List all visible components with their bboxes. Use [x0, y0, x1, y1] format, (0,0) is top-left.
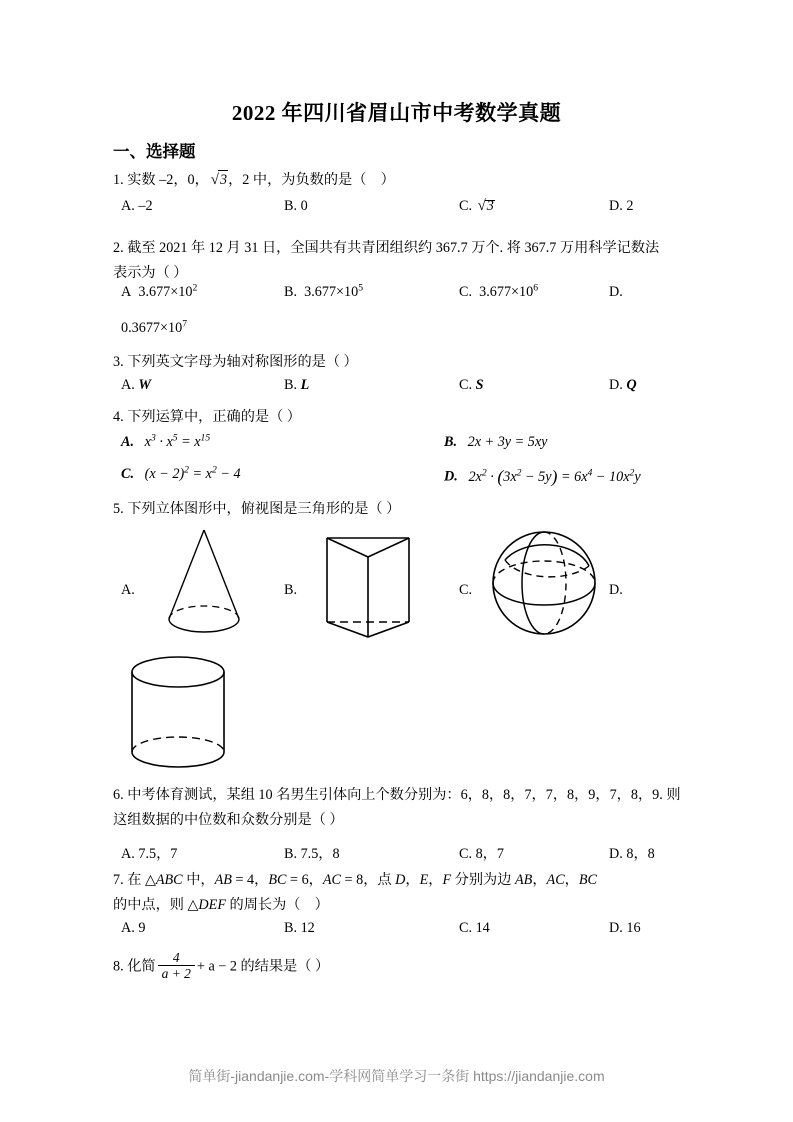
question-2-stem	[113, 236, 688, 286]
question-1-option-c[interactable]: C. √ 3	[459, 198, 494, 214]
question-2-stem-line1: 2. 截至 2021 年 12 月 31 日，全国共有共青团组织约 367.7 万个. 将 367.7 万用科学记数法	[113, 240, 660, 256]
question-2-option-d-value[interactable]: $0.3677\times 10^7$	[121, 318, 188, 336]
question-6-option-a[interactable]: A. 7.5，7	[121, 846, 178, 862]
question-7-stem-line1: 7. 在 △ABC 中，AB = 4，BC = 6，AC = 8，点 D，E，F 分别为边 AB，AC，BC	[113, 872, 598, 888]
question-8-stem	[113, 952, 688, 983]
question-2-options	[113, 284, 693, 308]
question-5-option-a-label[interactable]: A.	[121, 582, 135, 598]
question-6-stem	[113, 783, 688, 833]
question-5-option-b-label[interactable]: B.	[284, 582, 298, 598]
question-4-option-c-expr: $(x - 2)^2 = x^2 - 4$	[144, 464, 241, 482]
question-4-stem: 4. 下列运算中，正确的是（ ）	[113, 409, 301, 425]
question-3-option-b[interactable]: B. L	[284, 377, 310, 393]
question-2-stem-line2: 表示为（ ）	[113, 265, 188, 281]
question-6-option-b[interactable]: B. 7.5，8	[284, 846, 340, 862]
question-4-option-d-expr: $2x^2 \cdot (3x^2 - 5y) = 6x^4 - 10x^2y$	[468, 466, 641, 486]
sqrt-3-radical: √ 3	[477, 198, 494, 214]
question-6-option-c[interactable]: C. 8，7	[459, 846, 504, 862]
question-4-option-b[interactable]: B. 2x + 3y = 5xy	[444, 434, 548, 450]
question-1-option-d[interactable]: D. 2	[609, 198, 634, 214]
question-1-option-b[interactable]: B. 0	[284, 198, 308, 214]
question-3-option-c[interactable]: C. S	[459, 377, 484, 393]
question-6-option-d[interactable]: D. 8，8	[609, 846, 655, 862]
question-2-option-a[interactable]: A $3.677\times 10^2$	[121, 282, 198, 300]
question-3-option-d[interactable]: D. Q	[609, 377, 637, 393]
page-title: 2022 年四川省眉山市中考数学真题	[231, 101, 562, 125]
question-2-option-d-value-row	[113, 320, 693, 344]
cone-icon	[149, 524, 259, 642]
question-4-options-row1	[113, 434, 693, 458]
question-5-figures	[113, 520, 693, 645]
question-3-options	[113, 377, 693, 401]
question-1-number: 1.	[113, 172, 124, 188]
question-8-fraction: $\frac{4}{a + 2}$	[158, 951, 195, 982]
question-6-options	[113, 843, 693, 867]
question-7-stem	[113, 868, 688, 918]
question-8-suffix: + a − 2 的结果是（ ）	[196, 958, 330, 975]
question-4-option-a[interactable]: A. $x^3 \cdot x^5 = x^{15}$	[121, 432, 211, 450]
question-7-stem-line2: 的中点，则 △DEF 的周长为（ ）	[113, 897, 329, 913]
question-6-stem-line1: 6. 中考体育测试，某组 10 名男生引体向上个数分别为：6，8，8，7，7，8，9，7，8，9. 则	[113, 787, 681, 803]
question-7-option-b[interactable]: B. 12	[284, 920, 315, 936]
question-5-option-d-label[interactable]: D.	[609, 582, 623, 598]
cylinder-icon	[120, 652, 240, 772]
question-2-option-c[interactable]: C. $3.677\times 10^6$	[459, 282, 539, 300]
question-6-stem-line2: 这组数据的中位数和众数分别是（ ）	[113, 812, 344, 828]
sqrt-3-radical: √ 3	[210, 172, 228, 188]
question-2-option-b[interactable]: B. $3.677\times 10^5$	[284, 282, 364, 300]
question-4-option-d[interactable]: D. $2x^2 \cdot (3x^2 - 5y) = 6x^4 - 10x^2y$	[444, 466, 641, 486]
question-5-stem: 5. 下列立体图形中，俯视图是三角形的是（ ）	[113, 501, 401, 517]
triangular-prism-icon	[313, 524, 423, 642]
question-8-prefix: 8. 化简	[113, 958, 156, 975]
question-7-option-c[interactable]: C. 14	[459, 920, 490, 936]
question-5-option-c-label[interactable]: C.	[459, 582, 473, 598]
question-4-option-a-expr: $x^3 \cdot x^5 = x^{15}$	[144, 432, 211, 450]
question-4-option-b-expr: 2x + 3y = 5xy	[467, 434, 548, 450]
question-7-option-a[interactable]: A. 9	[121, 920, 146, 936]
question-7-option-d[interactable]: D. 16	[609, 920, 641, 936]
footer-watermark: 简单街-jiandanjie.com-学科网简单学习一条街 https://jiandanjie.com	[188, 1068, 605, 1084]
question-7-options	[113, 920, 693, 944]
question-3-stem: 3. 下列英文字母为轴对称图形的是（ ）	[113, 354, 358, 370]
question-4-options-row2	[113, 466, 693, 490]
question-1-stem: 1. 实数 –2，0， √ 3，2 中，为负数的是（ ）	[113, 168, 688, 193]
section-heading: 一、选择题	[113, 142, 196, 161]
question-3-option-a[interactable]: A. W	[121, 377, 151, 393]
question-1-options	[113, 198, 693, 222]
question-2-option-d-label[interactable]: D.	[609, 284, 623, 300]
question-4-option-c[interactable]: C. $(x - 2)^2 = x^2 - 4$	[121, 464, 241, 482]
question-1-option-a[interactable]: A. –2	[121, 198, 153, 214]
sphere-icon	[485, 524, 603, 642]
